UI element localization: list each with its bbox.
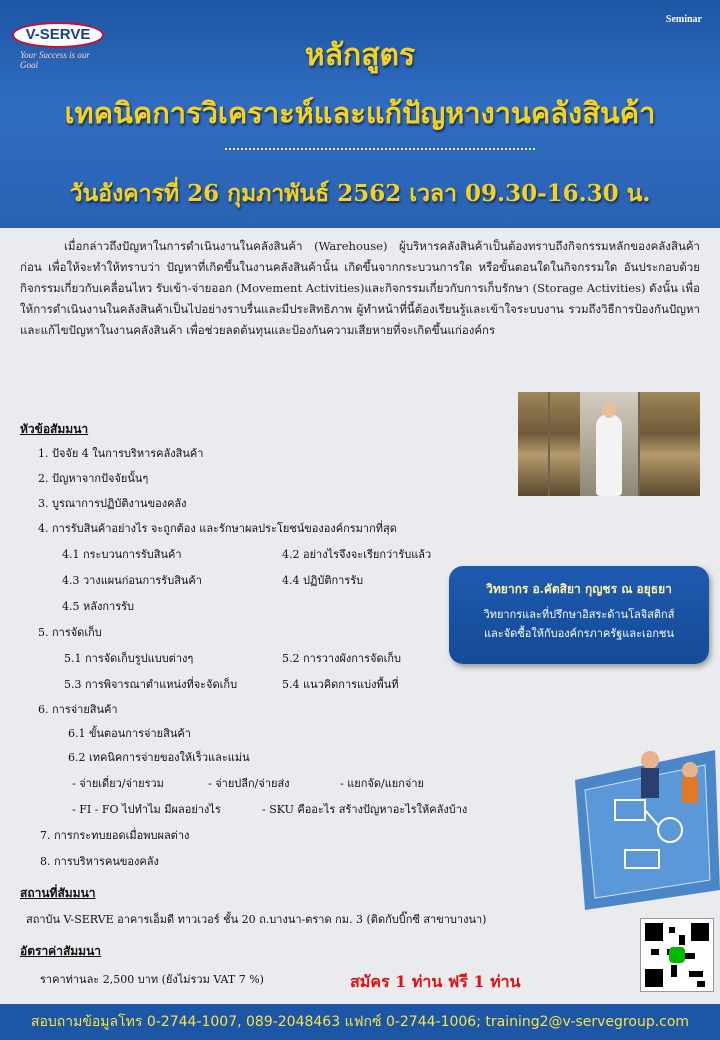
topic-6-c: - แยกจัด/แยกจ่าย [340, 777, 424, 790]
contact-footer: สอบถามข้อมูลโทร 0-2744-1007, 089-2048463 แฟกซ์ 0-2744-1006; training2@v-servegroup.com [0, 1004, 720, 1040]
topic-5: 5. การจัดเก็บ [38, 626, 102, 639]
topic-6-d: - FI - FO ไปทำไม มีผลอย่างไร [72, 803, 221, 816]
intro-paragraph: เมื่อกล่าวถึงปัญหาในการดำเนินงานในคลังสินค้า (Warehouse) ผู้บริหารคลังสินค้าเป็นต้องทราบถึงกิจกรรมหลักของคลังสินค้าก่อน เพื่อให้จะทำให้ทราบว่า ปัญหาที่เกิดขึ้นในงานคลังสินค้านั้น เกิดขึ้นจากกระบวนการใด หรือขั้นตอนใดในกิจกรรมใด อันประกอบด้วย กิจกรรมเกี่ยวกับเคลื่อนไหว รับเข้า-จ่ายออก (Movement Activities)และกิจกรรมเกี่ยวกับการเก็บรักษา (Storage Activities) ดังนั้น เพื่อให้การดำเนินงานในคลังสินค้าเป็นไปอย่างราบรื่นและมีประสิทธิภาพ ผู้ทำหน้าที่นี้ต้องเรียนรู้และเข้าใจระบบงาน รวมถึงวิธีการป้องกันปัญหา และแก้ไขปัญหาในงานคลังสินค้า เพื่อช่วยลดต้นทุนและป้องกันความเสียหายที่จะเกิดขึ้นแก่องค์กร [20, 239, 700, 337]
topic-4-1: 4.1 กระบวนการรับสินค้า [62, 548, 182, 561]
warehouse-photo [518, 392, 700, 496]
topic-4-5: 4.5 หลังการรับ [62, 600, 134, 613]
topic-5-3: 5.3 การพิจารณาตำแหน่งที่จะจัดเก็บ [64, 678, 238, 691]
dotted-divider [225, 148, 535, 150]
topic-6-e: - SKU คืออะไร สร้างปัญหาอะไรให้คลังบ้าง [262, 803, 468, 816]
topic-4-2: 4.2 อย่างไรจึงจะเรียกว่ารับแล้ว [282, 548, 432, 561]
header-banner [0, 0, 720, 228]
topic-6-2: 6.2 เทคนิคการจ่ายของให้เร็วและแม่น [68, 751, 250, 764]
course-label: หลักสูตร [304, 38, 416, 73]
topic-6-a: - จ่ายเดี่ยว/จ่ายรวม [72, 777, 164, 790]
logo-tagline: Your Success is our Goal [20, 50, 90, 70]
planning-illustration [555, 740, 720, 910]
topic-6: 6. การจ่ายสินค้า [38, 703, 118, 716]
topic-6-b: - จ่ายปลีก/จ่ายส่ง [208, 777, 290, 790]
topic-4-3: 4.3 วางแผนก่อนการรับสินค้า [62, 574, 202, 587]
topic-5-2: 5.2 การวางผังการจัดเก็บ [282, 652, 402, 665]
speaker-role-2: และจัดซื้อให้กับองค์กรภาครัฐและเอกชน [483, 627, 675, 640]
topic-8: 8. การบริหารคนของคลัง [40, 855, 159, 868]
qr-code [640, 918, 714, 992]
course-date: วันอังคารที่ 26 กุมภาพันธ์ 2562 เวลา 09.30-16.30 น. [69, 180, 651, 207]
topic-3: 3. บูรณาการปฏิบัติงานของคลัง [38, 497, 187, 510]
fee-text: ราคาท่านละ 2,500 บาท (ยังไม่รวม VAT 7 %) [40, 973, 264, 986]
speaker-name: วิทยากร อ.คัตสิยา กุญชร ณ อยุธยา [486, 582, 672, 596]
topic-2: 2. ปัญหาจากปัจจัยนั้นๆ [38, 472, 149, 485]
venue-heading: สถานที่สัมมนา [20, 886, 96, 900]
fee-heading: อัตราค่าสัมมนา [20, 944, 102, 958]
topic-7: 7. การกระทบยอดเมื่อพบผลต่าง [40, 829, 190, 842]
topic-5-1: 5.1 การจัดเก็บรูปแบบต่างๆ [64, 652, 194, 665]
logo-text: V-SERVE [12, 22, 104, 48]
topic-5-4: 5.4 แนวคิดการแบ่งพื้นที่ [282, 678, 399, 691]
course-title: เทคนิคการวิเคราะห์และแก้ปัญหางานคลังสินค้า [64, 96, 656, 130]
topics-heading: หัวข้อสัมมนา [20, 422, 89, 436]
seminar-badge: Seminar [665, 14, 702, 25]
speaker-box [449, 566, 709, 664]
venue-text: สถาบัน V-SERVE อาคารเอ็มดี ทาวเวอร์ ชั้น 20 ถ.บางนา-ตราด กม. 3 (ติดกับบิ๊กซี สาขาบางนา) [26, 913, 487, 926]
speaker-role-1: วิทยากรและที่ปรึกษาอิสระด้านโลจิสติกส์ [483, 608, 675, 621]
topic-4-4: 4.4 ปฏิบัติการรับ [282, 574, 364, 587]
topic-6-1: 6.1 ขั้นตอนการจ่ายสินค้า [68, 727, 191, 740]
topic-4: 4. การรับสินค้าอย่างไร จะถูกต้อง และรักษาผลประโยชน์ขององค์กรมากที่สุด [38, 522, 397, 535]
topic-1: 1. ปัจจัย 4 ในการบริหารคลังสินค้า [38, 447, 204, 460]
promo-text: สมัคร 1 ท่าน ฟรี 1 ท่าน [350, 972, 521, 991]
